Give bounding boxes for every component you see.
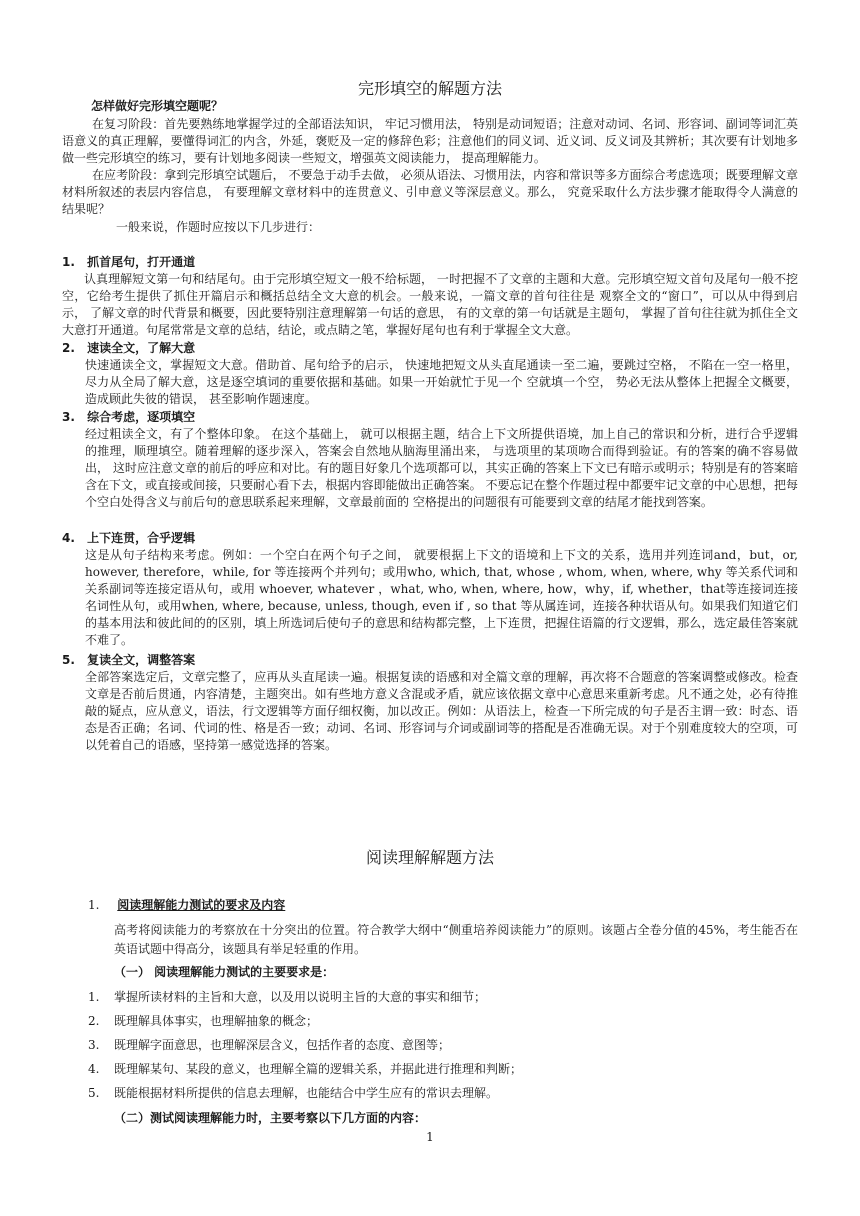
step-body: 这是从句子结构来考虑。例如：一个空白在两个句子之间， 就要根据上下文的语境和上下文的关系，选用并列连词and，but，or, however, therefore，while, for 等连接两个并列句；或用who, which, that, whose , whom, when, where, why 等关系代词和关系副词等连接定语从句，或用 whoever, whatever ，what, who, when, where, how，why，if, whether，that等连接词连接名词性从句，或用when, where, because, unless, though, even if , so that 等从属连词，连接各种状语从句。如果我们知道它们的基本用法和彼此间的的区别，填上所选词后使句子的意思和结构都完整，上下连贯，把握住语篇的行文逻辑，那么，选定最佳答案就不难了。 bbox=[85, 548, 798, 647]
step-body: 认真理解短文第一句和结尾句。由于完形填空短文一般不给标题， 一时把握不了文章的主题和大意。完形填空短文首句及尾句一般不挖空，它给考生提供了抓住开篇启示和概括总结全文大意的机会。一般来说，一篇文章的首句往往是 观察全文的“窗口”，可以从中得到启示， 了解文章的时代背景和概要，因此要特别注意理解第一句话的意思， 有的文章的第一句话就是主题句， 掌握了首句往往就为抓住全文大意打开通道。句尾常常是文章的总结，结论，或点睛之笔，掌握好尾句也有利于掌握全文大意。 bbox=[62, 272, 798, 337]
step-number: 2. bbox=[62, 341, 75, 355]
reading-item-1-heading bbox=[88, 897, 798, 914]
step-heading bbox=[62, 254, 802, 271]
requirement-number: 1. bbox=[88, 990, 100, 1004]
requirement-text: 既理解字面意思，也理解深层含义，包括作者的态度、意图等； bbox=[114, 1038, 451, 1052]
requirement-item bbox=[88, 1037, 798, 1054]
step-number: 3. bbox=[62, 410, 75, 424]
item-1-body: 高考将阅读能力的考察放在十分突出的位置。符合教学大纲中“侧重培养阅读能力”的原则。该题占全卷分值的45%，考生能否在英语试题中得高分，该题具有举足轻重的作用。 bbox=[114, 923, 798, 956]
step-number: 5. bbox=[62, 653, 75, 667]
intro-lead: 一般来说，作题时应按以下几步进行： bbox=[116, 220, 321, 234]
requirement-text: 既理解具体事实，也理解抽象的概念； bbox=[114, 1014, 319, 1028]
intro-paragraph-2: 在应考阶段：拿到完形填空试题后， 不要急于动手去做， 必须从语法、习惯用法，内容和常识等多方面综合考虑选项；既要理解文章材料所叙述的表层内容信息， 有要理解文章材料中的连贯意义、引申意义等深层意义。那么， 究竟采取什么方法步骤才能取得令人满意的结果呢？ bbox=[62, 168, 798, 216]
step-heading bbox=[62, 530, 802, 547]
step-title: 综合考虑，逐项填空 bbox=[87, 410, 196, 424]
step-title: 复读全文，调整答案 bbox=[87, 653, 196, 667]
step-number: 1. bbox=[62, 255, 75, 269]
step-title: 上下连贯，合乎逻辑 bbox=[87, 531, 196, 545]
requirement-number: 4. bbox=[88, 1062, 100, 1076]
requirement-item bbox=[88, 1061, 798, 1078]
step-body: 经过粗读全文，有了个整体印象。 在这个基础上， 就可以根据主题，结合上下文所提供语境，加上自己的常识和分析，进行合乎逻辑的推理，顺理填空。随着理解的逐步深入，答案会自然地从脑海里涌出来， 与选项里的某项吻合而得到验证。有的答案的确不容易做出， 这时应注意文章的前后的呼应和对比。有的题目好象几个选项都可以，其实正确的答案上下文已有暗示或明示；特别是有的答案暗含在下文，或直接或间接，只要耐心看下去，根据内容即能做出正确答案。 不要忘记在整个作题过程中都要牢记文章的中心思想，把每个空白处得含义与前后句的意思联系起来理解，文章最前面的 空格提出的问题很有可能要到文章的结尾才能找到答案。 bbox=[85, 427, 798, 509]
step-title: 速读全文，了解大意 bbox=[87, 341, 196, 355]
requirements-subheading: （一） 阅读理解能力测试的主要要求是： bbox=[114, 965, 335, 979]
requirement-text: 掌握所读材料的主旨和大意，以及用以说明主旨的大意的事实和细节； bbox=[114, 990, 487, 1004]
item-number: 1. bbox=[88, 898, 100, 912]
step-heading bbox=[62, 652, 802, 669]
requirement-number: 2. bbox=[88, 1014, 100, 1028]
content-subheading: （二）测试阅读理解能力时，主要考察以下几方面的内容： bbox=[114, 1111, 427, 1125]
step-body: 快速通读全文，掌握短文大意。借助首、尾句给予的启示， 快速地把短文从头直尾通读一至二遍，要跳过空格， 不陷在一空一格里， 尽力从全局了解大意，这是逐空填词的重要依据和基础。如果一开始就忙于见一个 空就填一个空， 势必无法从整体上把握全文概要， 造成顾此失彼的错误， 甚至影响作题速度。 bbox=[85, 358, 798, 406]
requirement-number: 5. bbox=[88, 1086, 100, 1100]
step-heading bbox=[62, 409, 802, 426]
step-heading bbox=[62, 340, 802, 357]
step-title: 抓首尾句，打开通道 bbox=[87, 255, 196, 269]
step-number: 4. bbox=[62, 531, 75, 545]
requirement-item bbox=[88, 1085, 798, 1102]
section-title-cloze: 完形填空的解题方法 bbox=[357, 79, 502, 98]
requirement-text: 既理解某句、某段的意义，也理解全篇的逻辑关系，并据此进行推理和判断； bbox=[114, 1062, 523, 1076]
step-body: 全部答案选定后，文章完整了，应再从头直尾读一遍。根据复读的语感和对全篇文章的理解，再次将不合题意的答案调整或修改。检查文章是否前后贯通，内容清楚，主题突出。如有些地方意义含混或矛盾，就应该依据文章中心意思来重新考虑。凡不通之处，必有待推敲的疑点，应从意义，语法，行文逻辑等方面仔细权衡，加以改正。例如：从语法上，检查一下所完成的句子是否主谓一致：时态、语态是否正确；名词、代词的性、格是否一致；动词、名词、形容词与介词或副词等的搭配是否准确无误。对于个别难度较大的空项，可以凭着自己的语感，坚持第一感觉选择的答案。 bbox=[85, 670, 798, 752]
section-title-reading: 阅读理解解题方法 bbox=[365, 848, 494, 867]
page-number: 1 bbox=[426, 1130, 434, 1144]
section-subtitle: 怎样做好完形填空题呢？ bbox=[91, 99, 224, 113]
item-title: 阅读理解能力测试的要求及内容 bbox=[117, 898, 286, 912]
requirement-item bbox=[88, 989, 798, 1006]
requirement-number: 3. bbox=[88, 1038, 100, 1052]
requirement-item bbox=[88, 1013, 798, 1030]
requirement-text: 既能根据材料所提供的信息去理解，也能结合中学生应有的常识去理解。 bbox=[114, 1086, 499, 1100]
intro-paragraph-1: 在复习阶段：首先要熟练地掌握学过的全部语法知识， 牢记习惯用法， 特别是动词短语；注意对动词、名词、形容词、副词等词汇英语意义的真正理解，要懂得词汇的内含，外延，褒贬及一定的修辞色彩；注意他们的同义词、近义词、反义词及其辨析；其次要有计划地多做一些完形填空的练习，要有计划地多阅读一些短文，增强英文阅读能力， 提高理解能力。 bbox=[62, 117, 798, 165]
